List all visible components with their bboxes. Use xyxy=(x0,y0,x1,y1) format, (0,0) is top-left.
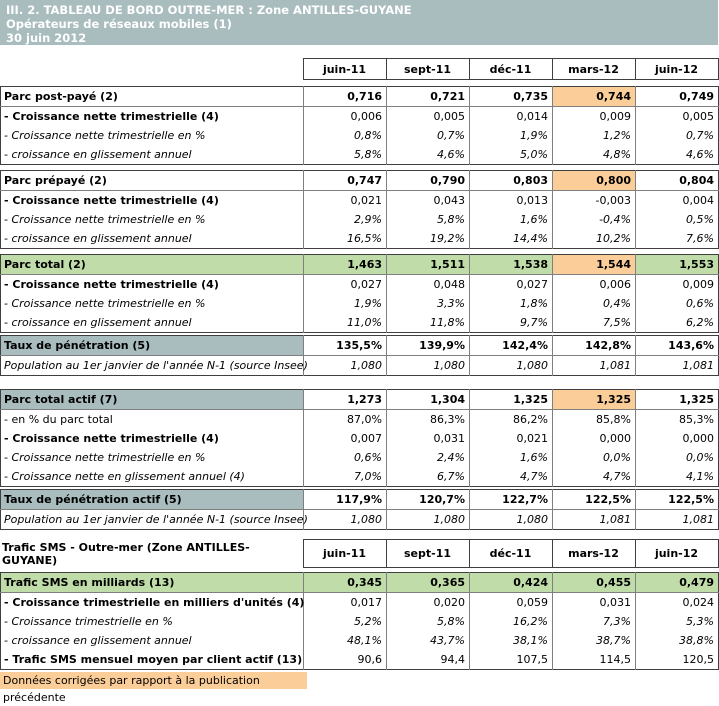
value-cell: 0,5% xyxy=(636,210,719,229)
value-cell: 143,6% xyxy=(636,336,719,356)
value-cell: -0,003 xyxy=(553,191,636,211)
value-cell: 0,009 xyxy=(636,275,719,295)
value-cell: 0,024 xyxy=(636,593,719,613)
value-cell: 0,7% xyxy=(387,126,470,145)
value-cell: 11,0% xyxy=(304,313,387,333)
value-cell: 5,8% xyxy=(387,210,470,229)
value-cell: 9,7% xyxy=(470,313,553,333)
value-cell: 0,027 xyxy=(304,275,387,295)
value-cell: 0,004 xyxy=(636,191,719,211)
table-row xyxy=(1,448,719,467)
value-cell: 38,8% xyxy=(636,631,719,650)
table-row xyxy=(1,275,719,295)
table-row xyxy=(1,612,719,631)
value-cell: 114,5 xyxy=(553,650,636,670)
value-cell: 90,6 xyxy=(304,650,387,670)
table-row xyxy=(1,294,719,313)
table-row xyxy=(1,107,719,127)
value-cell: 5,8% xyxy=(387,612,470,631)
section-parc-total-actif xyxy=(0,389,719,487)
column-header: mars-12 xyxy=(552,59,635,80)
row-label: Trafic SMS en milliards (13) xyxy=(1,573,304,593)
highlighted-cell: 1,325 xyxy=(553,390,636,410)
value-cell: 1,080 xyxy=(470,356,553,376)
value-cell: 122,5% xyxy=(553,490,636,510)
value-cell: 1,511 xyxy=(387,255,470,275)
value-cell: 4,1% xyxy=(636,467,719,487)
report-title-bar xyxy=(0,0,718,45)
value-cell: 10,2% xyxy=(553,229,636,249)
value-cell: 0,021 xyxy=(304,191,387,211)
table-row xyxy=(1,650,719,670)
value-cell: 43,7% xyxy=(387,631,470,650)
value-cell: 4,6% xyxy=(387,145,470,165)
value-cell: 0,7% xyxy=(636,126,719,145)
row-label: - croissance en glissement annuel xyxy=(4,148,192,161)
report-date: 30 juin 2012 xyxy=(6,31,87,45)
value-cell: 16,5% xyxy=(304,229,387,249)
column-header: sept-11 xyxy=(386,540,469,568)
column-header: juin-11 xyxy=(303,540,386,568)
value-cell: 0,6% xyxy=(636,294,719,313)
table-row xyxy=(1,390,719,410)
value-cell: 0,031 xyxy=(553,593,636,613)
row-label: - en % du parc total xyxy=(4,413,113,426)
value-cell: 135,5% xyxy=(304,336,387,356)
value-cell: 0,479 xyxy=(636,573,719,593)
value-cell: 0,803 xyxy=(470,171,553,191)
value-cell: 0,716 xyxy=(304,87,387,107)
value-cell: 2,9% xyxy=(304,210,387,229)
row-label: - Croissance nette en glissement annuel (4) xyxy=(4,470,245,483)
value-cell: 0,735 xyxy=(470,87,553,107)
value-cell: 7,5% xyxy=(553,313,636,333)
value-cell: 142,4% xyxy=(470,336,553,356)
section-taux-de-penetration xyxy=(0,335,719,376)
row-label: - Croissance nette trimestrielle (4) xyxy=(4,432,219,445)
row-label: - croissance en glissement annuel xyxy=(4,316,192,329)
row-label: Population au 1er janvier de l'année N-1 (source Insee) xyxy=(4,513,308,526)
row-label: - Croissance nette trimestrielle (4) xyxy=(4,110,219,123)
section-parc-total xyxy=(0,254,719,333)
value-cell: 4,7% xyxy=(470,467,553,487)
value-cell: 11,8% xyxy=(387,313,470,333)
value-cell: 85,3% xyxy=(636,410,719,430)
row-label: - Croissance trimestrielle en % xyxy=(4,615,173,628)
value-cell: 0,000 xyxy=(553,429,636,448)
table-row xyxy=(1,429,719,448)
value-cell: 1,538 xyxy=(470,255,553,275)
row-label: Parc prépayé (2) xyxy=(1,171,304,191)
value-cell: 1,080 xyxy=(470,510,553,530)
section-parc-prepaye xyxy=(0,170,719,249)
value-cell: 7,3% xyxy=(553,612,636,631)
table-row xyxy=(1,145,719,165)
value-cell: 1,8% xyxy=(470,294,553,313)
value-cell: 1,273 xyxy=(304,390,387,410)
value-cell: 1,553 xyxy=(636,255,719,275)
report-title: III. 2. TABLEAU DE BORD OUTRE-MER : Zone ANTILLES-GUYANE xyxy=(6,3,412,17)
value-cell: 0,000 xyxy=(636,429,719,448)
value-cell: 48,1% xyxy=(304,631,387,650)
table-row xyxy=(1,467,719,487)
table-row xyxy=(1,490,719,510)
row-label: Parc total actif (7) xyxy=(1,390,304,410)
value-cell: 5,8% xyxy=(304,145,387,165)
value-cell: 0,017 xyxy=(304,593,387,613)
value-cell: 0,4% xyxy=(553,294,636,313)
value-cell: 107,5 xyxy=(470,650,553,670)
highlighted-cell: 1,544 xyxy=(553,255,636,275)
value-cell: 1,325 xyxy=(470,390,553,410)
value-cell: 86,2% xyxy=(470,410,553,430)
value-cell: 1,080 xyxy=(387,510,470,530)
table-row xyxy=(1,229,719,249)
table-row xyxy=(1,171,719,191)
value-cell: 4,8% xyxy=(553,145,636,165)
value-cell: 86,3% xyxy=(387,410,470,430)
value-cell: 0,009 xyxy=(553,107,636,127)
row-label: Population au 1er janvier de l'année N-1 (source Insee) xyxy=(4,359,308,372)
table-row xyxy=(1,356,719,376)
row-label: - croissance en glissement annuel xyxy=(4,634,192,647)
column-header: déc-11 xyxy=(469,59,552,80)
section-parc-post-paye xyxy=(0,86,719,165)
row-label: - croissance en glissement annuel xyxy=(4,232,192,245)
value-cell: 38,1% xyxy=(470,631,553,650)
table-row xyxy=(1,126,719,145)
row-label: - Trafic SMS mensuel moyen par client actif (13) xyxy=(4,653,303,666)
date-header-top xyxy=(0,58,719,80)
value-cell: 1,325 xyxy=(636,390,719,410)
row-label: Parc total (2) xyxy=(1,255,304,275)
value-cell: 6,7% xyxy=(387,467,470,487)
table-row xyxy=(1,313,719,333)
dashboard-table-area xyxy=(0,58,718,704)
value-cell: 16,2% xyxy=(470,612,553,631)
value-cell: 139,9% xyxy=(387,336,470,356)
highlighted-cell: 0,800 xyxy=(553,171,636,191)
table-row xyxy=(1,210,719,229)
value-cell: 1,2% xyxy=(553,126,636,145)
row-label: Taux de pénétration (5) xyxy=(1,336,304,356)
row-label: - Croissance nette trimestrielle (4) xyxy=(4,278,219,291)
value-cell: 0,059 xyxy=(470,593,553,613)
table-row xyxy=(1,336,719,356)
value-cell: 14,4% xyxy=(470,229,553,249)
value-cell: 0,0% xyxy=(553,448,636,467)
value-cell: 1,9% xyxy=(470,126,553,145)
value-cell: 0,014 xyxy=(470,107,553,127)
column-header: juin-12 xyxy=(635,540,718,568)
row-label: - Croissance nette trimestrielle (4) xyxy=(4,194,219,207)
table-row xyxy=(1,631,719,650)
value-cell: 0,006 xyxy=(553,275,636,295)
value-cell: 7,0% xyxy=(304,467,387,487)
column-header: déc-11 xyxy=(469,540,552,568)
value-cell: 5,0% xyxy=(470,145,553,165)
value-cell: 4,6% xyxy=(636,145,719,165)
value-cell: 85,8% xyxy=(553,410,636,430)
value-cell: 0,006 xyxy=(304,107,387,127)
table-row xyxy=(1,593,719,613)
value-cell: 0,424 xyxy=(470,573,553,593)
value-cell: 1,081 xyxy=(636,356,719,376)
corrected-data-legend: Données corrigées par rapport à la publication précédente xyxy=(0,672,307,689)
table-row xyxy=(1,191,719,211)
row-label: - Croissance nette trimestrielle en % xyxy=(4,297,206,310)
value-cell: 1,080 xyxy=(304,356,387,376)
value-cell: 1,080 xyxy=(387,356,470,376)
column-header: mars-12 xyxy=(552,540,635,568)
value-cell: 0,365 xyxy=(387,573,470,593)
value-cell: 5,3% xyxy=(636,612,719,631)
sms-section-title: Trafic SMS - Outre-mer (Zone ANTILLES-GUYANE) xyxy=(2,540,250,567)
value-cell: 0,749 xyxy=(636,87,719,107)
row-label: Taux de pénétration actif (5) xyxy=(1,490,304,510)
row-label: - Croissance nette trimestrielle en % xyxy=(4,129,206,142)
column-header: juin-12 xyxy=(635,59,718,80)
value-cell: 120,5 xyxy=(636,650,719,670)
value-cell: 7,6% xyxy=(636,229,719,249)
section-trafic-sms xyxy=(0,572,719,670)
report-subtitle: Opérateurs de réseaux mobiles (1) xyxy=(6,17,232,31)
value-cell: 0,013 xyxy=(470,191,553,211)
table-row xyxy=(1,87,719,107)
value-cell: 0,005 xyxy=(387,107,470,127)
value-cell: 0,804 xyxy=(636,171,719,191)
value-cell: 1,9% xyxy=(304,294,387,313)
row-label: - Croissance trimestrielle en milliers d'unités (4) xyxy=(4,596,305,609)
value-cell: 0,020 xyxy=(387,593,470,613)
value-cell: 87,0% xyxy=(304,410,387,430)
row-label: - Croissance nette trimestrielle en % xyxy=(4,213,206,226)
value-cell: 0,021 xyxy=(470,429,553,448)
date-header-spacer xyxy=(0,59,303,80)
value-cell: 1,463 xyxy=(304,255,387,275)
section-taux-de-penetration-actif xyxy=(0,489,719,530)
table-row xyxy=(1,410,719,430)
value-cell: 122,5% xyxy=(636,490,719,510)
value-cell: 0,345 xyxy=(304,573,387,593)
value-cell: 0,455 xyxy=(553,573,636,593)
value-cell: 0,007 xyxy=(304,429,387,448)
value-cell: 1,081 xyxy=(553,510,636,530)
value-cell: 0,747 xyxy=(304,171,387,191)
column-header: juin-11 xyxy=(303,59,386,80)
value-cell: 0,027 xyxy=(470,275,553,295)
value-cell: 0,043 xyxy=(387,191,470,211)
value-cell: 117,9% xyxy=(304,490,387,510)
value-cell: 4,7% xyxy=(553,467,636,487)
value-cell: 38,7% xyxy=(553,631,636,650)
value-cell: 142,8% xyxy=(553,336,636,356)
value-cell: 1,304 xyxy=(387,390,470,410)
value-cell: 0,031 xyxy=(387,429,470,448)
value-cell: 1,6% xyxy=(470,210,553,229)
highlighted-cell: 0,744 xyxy=(553,87,636,107)
value-cell: 0,005 xyxy=(636,107,719,127)
value-cell: 5,2% xyxy=(304,612,387,631)
value-cell: -0,4% xyxy=(553,210,636,229)
value-cell: 3,3% xyxy=(387,294,470,313)
value-cell: 1,6% xyxy=(470,448,553,467)
row-label: Parc post-payé (2) xyxy=(1,87,304,107)
value-cell: 0,8% xyxy=(304,126,387,145)
value-cell: 1,081 xyxy=(553,356,636,376)
value-cell: 0,6% xyxy=(304,448,387,467)
table-row xyxy=(1,573,719,593)
value-cell: 1,080 xyxy=(304,510,387,530)
value-cell: 6,2% xyxy=(636,313,719,333)
value-cell: 94,4 xyxy=(387,650,470,670)
value-cell: 122,7% xyxy=(470,490,553,510)
value-cell: 0,048 xyxy=(387,275,470,295)
column-header: sept-11 xyxy=(386,59,469,80)
table-row xyxy=(1,255,719,275)
value-cell: 19,2% xyxy=(387,229,470,249)
value-cell: 2,4% xyxy=(387,448,470,467)
value-cell: 120,7% xyxy=(387,490,470,510)
value-cell: 0,790 xyxy=(387,171,470,191)
row-label: - Croissance nette trimestrielle en % xyxy=(4,451,206,464)
value-cell: 0,721 xyxy=(387,87,470,107)
value-cell: 0,0% xyxy=(636,448,719,467)
date-header-sms xyxy=(0,539,719,568)
value-cell: 1,081 xyxy=(636,510,719,530)
table-row xyxy=(1,510,719,530)
